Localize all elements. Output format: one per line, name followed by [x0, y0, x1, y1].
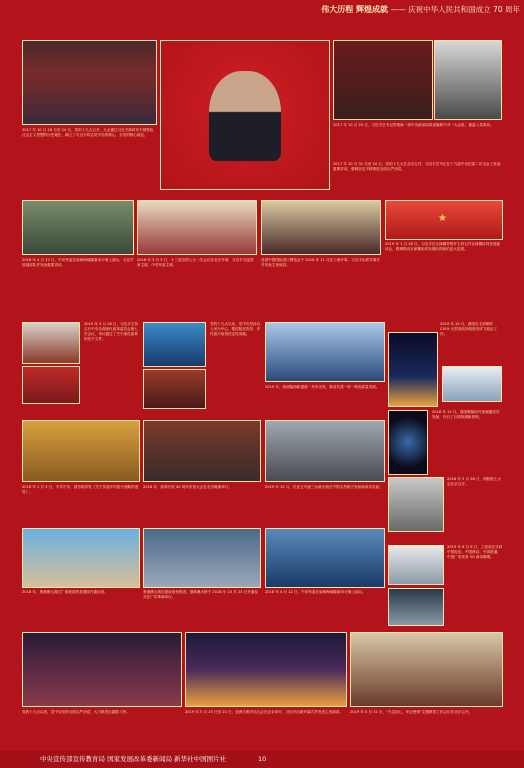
caption: 2018 年 1 月 2 日，中共中央、国务院印发《关于实施乡村振兴战略的意见》。: [22, 485, 139, 494]
photo-stage-event: [22, 632, 182, 707]
photo-party-site: [333, 40, 433, 120]
caption: 2019 年 3 月 28 日，习近平主持召开中央全面深化改革委员会第七次会议，审议通过了关于深化改革的若干文件。: [84, 322, 139, 341]
page-header: [220, 4, 520, 16]
photo-meeting: [22, 322, 80, 364]
emblem-icon: ★: [438, 213, 447, 224]
caption: 2018 年，改革开放 40 周年庆祝大会在北京隆重举行。: [143, 485, 233, 489]
photo-bridge: [143, 528, 261, 588]
caption: 党的十九大以来，党中央坚持以人民为中心，推进脱贫攻坚、乡村振兴取得决定性成就。: [210, 322, 261, 336]
photo-lunar-rover: [388, 477, 444, 532]
photo-congress-hall: [22, 40, 157, 125]
caption: 2018 年 5 月 28 日，两院院士大会在京召开。: [447, 477, 502, 486]
caption: 2018 年 4 月 12 日，中央军委在南海海域隆重举行海上阅兵，习近平检阅部队并发表重要讲话。: [22, 258, 134, 267]
photo-delegation: [434, 40, 502, 120]
caption: 2019 年 10 月，我国自主研制的 C919 大型客机持续推进试飞取证工作。: [440, 322, 498, 336]
footer: [0, 751, 524, 768]
caption: 2018 年 4 月 12 日，中央军委在南海海域隆重举行海上阅兵。: [265, 590, 366, 594]
photo-village: [143, 420, 261, 482]
caption: 2017 年 10 月 25 日，习近平总书记带领新一届中央政治局常委瞻仰中共一大会址，重温入党誓词。: [333, 123, 494, 127]
photo-oath-ceremony: [350, 632, 503, 707]
caption: 党的十九大以来，党中央坚持全面从严治党，大力推进反腐败斗争。: [22, 710, 130, 714]
caption: 2017 年 10 月 31 日至 24 日，党的十九大在北京召开，习近平总书记在十九届中央纪委二次全会上发表重要讲话，强调坚定不移推进全面从严治党。: [333, 162, 501, 171]
photo-audience: [143, 369, 206, 409]
photo-industry: [265, 420, 385, 482]
photo-npc-session: [137, 200, 257, 255]
caption: 2019 年 6 月 6 日，工信部正式向中国电信、中国移动、中国联通、中国广电发放 5G 商用牌照。: [447, 545, 503, 559]
caption: 2019 年 1 月 18 日，习近平在京津冀考察并主持召开京津冀协同发展座谈会，强调推动京津冀协同发展取得新的更大进展。: [385, 242, 501, 251]
photo-party-emblem: [385, 200, 503, 240]
photo-stadium: [265, 322, 385, 382]
caption: 2019 年，西部陆海新通道一号车出发，推动共建一带一路高质量发展。: [265, 385, 380, 389]
photo-ceremony: [22, 366, 80, 404]
photo-leader-portrait: [160, 40, 330, 190]
photo-naval-review: [265, 528, 385, 588]
caption: 2018 年 12 月，我国嫦娥四号探测器成功发射，开启了月球探测新旅程。: [432, 410, 500, 419]
photo-coastal-city: [22, 528, 140, 588]
caption: 2019 年 5 月 15 日至 22 日，亚洲文明对话大会在北京举行，习近平出席开幕式并发表主旨演讲。: [185, 710, 343, 714]
photo-aircraft: [442, 366, 502, 402]
photo-rocket-launch: [388, 332, 438, 407]
caption: 2018 年，粤港澳大湾区广深港高铁香港段开通运营。: [22, 590, 108, 594]
caption: 首届中国国际进口博览会于 2018 年 11 月在上海开幕，习近平出席开幕式并发表主旨演讲。: [261, 258, 380, 267]
photo-tech: [388, 588, 444, 626]
caption: 2019 年 5 月 31 日，"不忘初心、牢记使命"主题教育工作会议在北京召开。: [350, 710, 473, 714]
footer-publishers: 中央宣传部宣传教育局 国家发展改革委新闻局 新华社中国图片社: [40, 755, 227, 763]
photo-5g: [388, 545, 444, 585]
photo-inspection: [22, 200, 134, 255]
caption: 粤港澳大湾区建设加快推进，港珠澳大桥于 2018 年 10 月 23 日开通仪式在广东珠海举行。: [143, 590, 258, 599]
photo-screen: [143, 322, 206, 367]
caption: 2017 年 10 月 18 日至 24 日，党的十九大召开，大会通过习近平新时代中国特色社会主义思想的历史地位，确立了习近平同志党中央的核心、全党的核心地位。: [22, 128, 154, 137]
caption: 2019 年 12 月，长征五号遥三运载火箭在中国文昌航天发射场成功发射。: [265, 485, 383, 489]
photo-festival: [22, 420, 140, 482]
photo-expo: [261, 200, 381, 255]
header-title: 伟大历程 辉煌成就: [321, 5, 388, 14]
photo-night-gala: [185, 632, 347, 707]
caption: 2018 年 3 月 5 日，十三届全国人大一次会议在北京开幕，习近平当选国家主席、中央军委主席。: [137, 258, 254, 267]
page-number: 10: [258, 755, 267, 763]
header-subtitle: —— 庆祝中华人民共和国成立 70 周年: [390, 5, 520, 14]
photo-earth: [388, 410, 428, 475]
